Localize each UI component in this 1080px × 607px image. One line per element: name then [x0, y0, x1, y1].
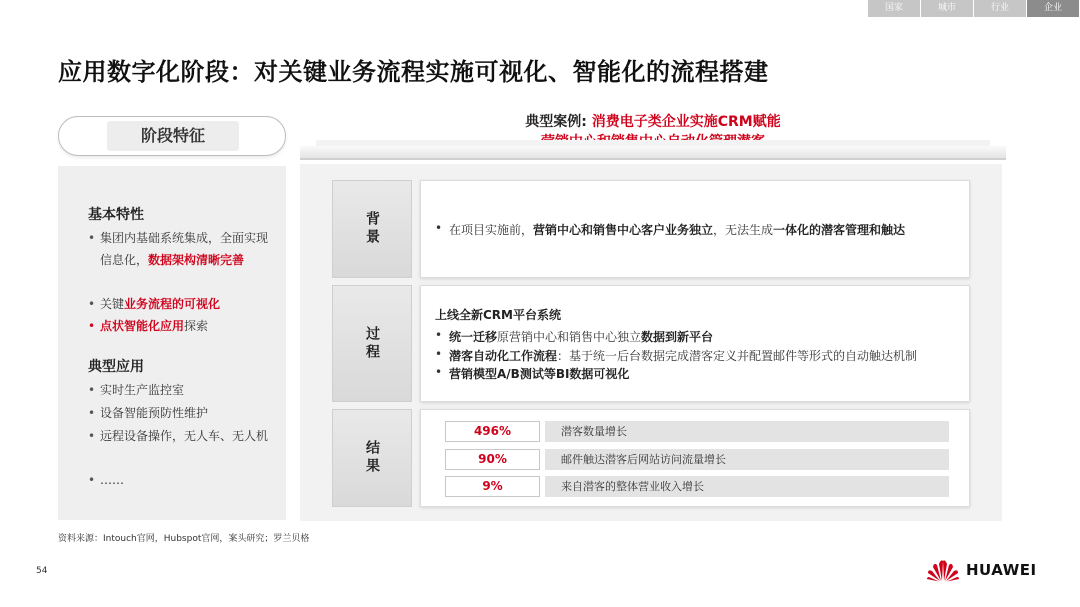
- background-text: [435, 221, 905, 238]
- app-item-1: • 实时生产监控室: [88, 379, 278, 401]
- app-item-2: • 设备智能预防性维护: [88, 402, 278, 424]
- result-label: 结果: [364, 440, 380, 476]
- page-title: 应用数字化阶段：对关键业务流程实施可视化、智能化的流程搭建: [58, 58, 769, 86]
- result-row-2: [445, 449, 949, 470]
- background-label: 背景: [364, 211, 380, 247]
- process-item-3: [435, 365, 629, 382]
- result-value-1: 496%: [445, 421, 540, 442]
- tab-enterprise[interactable]: 企业: [1027, 0, 1080, 17]
- brand-name: HUAWEI: [966, 561, 1037, 579]
- source-note: 资料来源：Intouch官网，Hubspot官网，案头研究；罗兰贝格: [58, 534, 310, 544]
- app-item-4: • ……: [88, 469, 278, 491]
- case-title-line-1: 消费电子类企业实施CRM赋能: [591, 114, 781, 130]
- row-label-result: [332, 409, 412, 507]
- result-desc-1: 潜客数量增长: [545, 421, 949, 442]
- stage-feature-pill: [58, 116, 286, 156]
- background-text-a: 在项目实施前，: [449, 223, 534, 237]
- row-label-process: [332, 285, 412, 402]
- feature-1-text: 集团内基础系统集成，全面实现信息化，: [100, 231, 269, 267]
- process-content: [420, 285, 970, 402]
- tab-industry[interactable]: 行业: [974, 0, 1027, 17]
- case-title-prefix: 典型案例:: [525, 114, 592, 130]
- result-row-1: [445, 421, 949, 442]
- process-1-bold-2: 数据到新平台: [641, 330, 714, 344]
- process-label: 过程: [364, 325, 380, 362]
- background-text-c: ，无法生成: [713, 223, 774, 237]
- case-banner: [300, 146, 1006, 160]
- feature-item-1: [88, 227, 278, 271]
- background-text-d: 一体化的潜客管理和触达: [773, 223, 906, 237]
- process-2-text: ：基于统一后台数据完成潜客定义并配置邮件等形式的自动触达机制: [557, 349, 918, 363]
- tab-country[interactable]: 国家: [868, 0, 921, 17]
- feature-1-highlight: 数据架构清晰完善: [148, 253, 245, 267]
- feature-item-3: [88, 315, 278, 337]
- result-desc-3: 来自潜客的整体营业收入增长: [545, 476, 949, 497]
- result-value-3: 9%: [445, 476, 540, 497]
- apps-heading: 典型应用: [88, 359, 144, 375]
- features-heading: 基本特性: [88, 207, 144, 223]
- feature-2-highlight: 业务流程的可视化: [124, 297, 221, 311]
- background-content: [420, 180, 970, 278]
- row-label-background: [332, 180, 412, 278]
- process-item-2: [435, 347, 917, 364]
- app-item-3: • 远程设备操作，无人车、无人机: [88, 425, 278, 447]
- process-item-1: [435, 328, 713, 345]
- page-number: 54: [36, 566, 48, 576]
- feature-3-highlight: 点状智能化应用: [100, 319, 185, 333]
- process-3-bold: 营销模型A/B测试等BI数据可视化: [449, 367, 630, 381]
- process-1-text: 原营销中心和销售中心独立: [497, 330, 642, 344]
- process-1-bold: 统一迁移: [449, 330, 498, 344]
- feature-item-2: [88, 293, 278, 315]
- huawei-logo: [926, 558, 1037, 582]
- stage-feature-panel: [58, 166, 286, 520]
- huawei-flower-icon: [926, 558, 960, 582]
- background-text-b: 营销中心和销售中心客户业务独立: [533, 223, 714, 237]
- top-nav: [868, 0, 1080, 17]
- feature-3-text: 探索: [184, 319, 209, 333]
- process-2-bold: 潜客自动化工作流程: [449, 349, 558, 363]
- tab-city[interactable]: 城市: [921, 0, 974, 17]
- result-row-3: [445, 476, 949, 497]
- process-heading: 上线全新CRM平台系统: [435, 308, 561, 322]
- result-content: [420, 409, 970, 507]
- stage-feature-label: 阶段特征: [107, 121, 239, 151]
- feature-2-text: 关键: [100, 297, 125, 311]
- result-value-2: 90%: [445, 449, 540, 470]
- result-desc-2: 邮件触达潜客后网站访问流量增长: [545, 449, 949, 470]
